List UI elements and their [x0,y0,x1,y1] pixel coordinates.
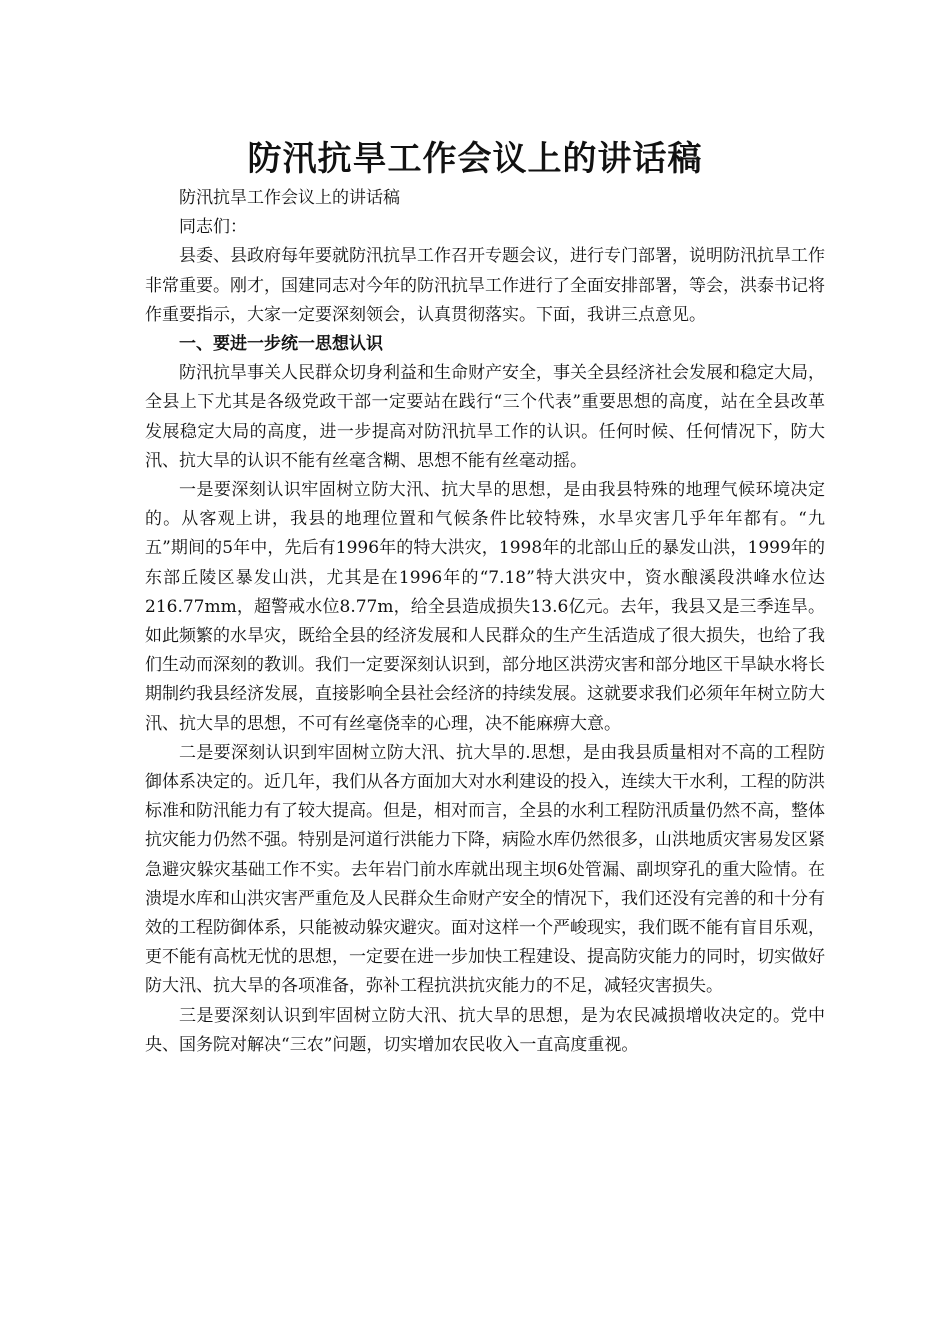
body-paragraph: 二是要深刻认识到牢固树立防大汛、抗大旱的.思想，是由我县质量相对不高的工程防御体系决定的。近几年，我们从各方面加大对水利建设的投入，连续大干水利，工程的防洪标准和防汛能力有了较大提高。但是，相对而言，全县的水利工程防汛质量仍然不高，整体抗灾能力仍然不强。特别是河道行洪能力下降，病险水库仍然很多，山洪地质灾害易发区紧急避灾躲灾基础工作不实。去年岩门前水库就出现主坝6处管漏、副坝穿孔的重大险情。在溃堤水库和山洪灾害严重危及人民群众生命财产安全的情况下，我们还没有完善的和十分有效的工程防御体系，只能被动躲灾避灾。面对这样一个严峻现实，我们既不能有盲目乐观，更不能有高枕无忧的思想，一定要在进一步加快工程建设、提高防灾能力的同时，切实做好防大汛、抗大旱的各项准备，弥补工程抗洪抗灾能力的不足，减轻灾害损失。 [145,742,825,997]
subtitle-paragraph: 防汛抗旱工作会议上的讲话稿 [179,188,400,208]
body-paragraph: 防汛抗旱事关人民群众切身利益和生命财产安全，事关全县经济社会发展和稳定大局，全县上下尤其是各级党政干部一定要站在践行“三个代表”重要思想的高度，站在全县改革发展稳定大局的高度，进一步提高对防汛抗旱工作的认识。任何时候、任何情况下，防大汛、抗大旱的认识不能有丝毫含糊、思想不能有丝毫动摇。 [145,363,825,471]
salutation-paragraph: 同志们： [179,217,247,238]
document-body [145,184,825,1060]
section-heading: 一、要进一步统一思想认识 [179,334,383,355]
document-title: 防汛抗旱工作会议上的讲话稿 [247,139,703,179]
body-paragraph: 三是要深刻认识到牢固树立防大汛、抗大旱的思想，是为农民减损增收决定的。党中央、国务院对解决“三农”问题，切实增加农民收入一直高度重视。 [145,1005,825,1055]
body-paragraph: 一是要深刻认识牢固树立防大汛、抗大旱的思想，是由我县特殊的地理气候环境决定的。从客观上讲，我县的地理位置和气候条件比较特殊，水旱灾害几乎年年都有。“九五”期间的5年中，先后有1996年的特大洪灾，1998年的北部山丘的暴发山洪，1999年的东部丘陵区暴发山洪，尤其是在1996年的“7.18”特大洪灾中，资水酿溪段洪峰水位达216.77mm，超警戒水位8.77m，给全县造成损失13.6亿元。去年，我县又是三季连旱。如此频繁的水旱灾，既给全县的经济发展和人民群众的生产生活造成了很大损失，也给了我们生动而深刻的教训。我们一定要深刻认识到，部分地区洪涝灾害和部分地区干旱缺水将长期制约我县经济发展，直接影响全县社会经济的持续发展。这就要求我们必须年年树立防大汛、抗大旱的思想，不可有丝毫侥幸的心理，决不能麻痹大意。 [145,480,825,734]
body-paragraph: 县委、县政府每年要就防汛抗旱工作召开专题会议，进行专门部署，说明防汛抗旱工作非常重要。刚才，国建同志对今年的防汛抗旱工作进行了全面安排部署，等会，洪泰书记将作重要指示，大家一定要深刻领会，认真贯彻落实。下面，我讲三点意见。 [145,246,825,325]
